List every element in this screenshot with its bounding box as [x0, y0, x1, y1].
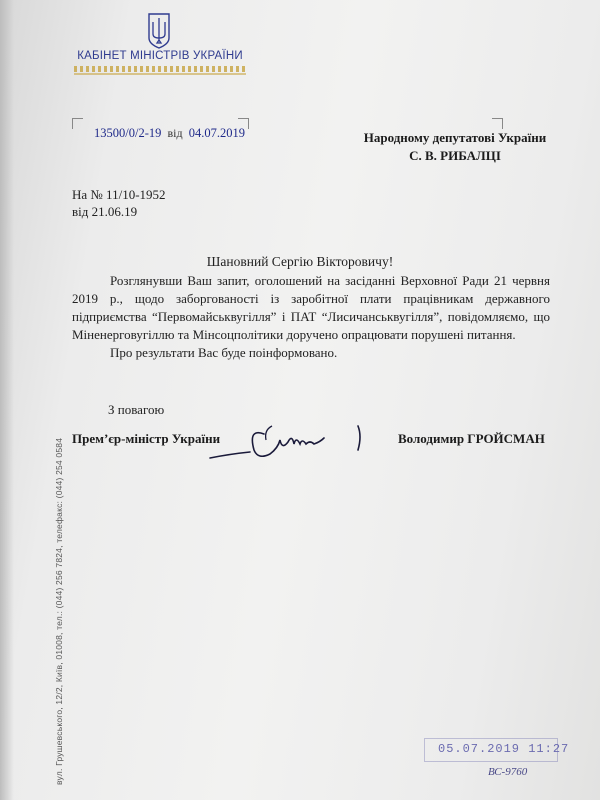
- closing-phrase: З повагою: [108, 402, 165, 417]
- registration-from-label: від: [167, 126, 183, 140]
- body-paragraph: Про результати Вас буде поінформовано.: [110, 345, 338, 360]
- footer-address: вул. Грушевського, 12/2, Київ, 01008, тел.: (044) 256 7824, телефакс: (044) 254 0584: [54, 437, 64, 785]
- reference-date: від 21.06.19: [72, 204, 138, 219]
- registration-date: 04.07.2019: [188, 126, 245, 140]
- registration-number: 13500/0/2-19: [94, 126, 162, 140]
- addressee-block: [340, 129, 570, 165]
- letterhead-ornament-line: [74, 73, 246, 75]
- salutation: Шановний Сергію Вікторовичу!: [206, 254, 394, 269]
- field-corner-mark: [72, 118, 83, 129]
- addressee-name: С. В. РИБАЛЦІ: [409, 148, 501, 163]
- signer-name: Володимир ГРОЙСМАН: [398, 431, 545, 446]
- reference-block: [72, 186, 166, 220]
- signer-title: Прем’єр-міністр України: [72, 431, 221, 446]
- field-corner-mark: [492, 118, 503, 129]
- stamp-date: 05.07.2019 11:27: [438, 742, 570, 756]
- stamp-number: ВС-9760: [488, 766, 528, 778]
- trident-emblem-icon: [146, 12, 172, 50]
- handwritten-signature-icon: [206, 412, 386, 472]
- body-paragraph: Розглянувши Ваш запит, оголошений на засіданні Верховної Ради 21 червня 2019 р., щодо заборгованості із заробітної плати працівникам державного підприємства “Первомайськвугілля” і ПАТ “Лисичанськвугілля”, повідомляємо, що Міненерговугіллю та Мінсоцполітики доручено опрацювати порушені питання.: [72, 273, 550, 342]
- receipt-stamp: [416, 720, 570, 790]
- reference-number: На № 11/10-1952: [72, 187, 166, 202]
- letterhead-ornament: [74, 66, 246, 72]
- addressee-title: Народному депутатові України: [363, 130, 547, 145]
- registration-line: [94, 126, 245, 141]
- letter-body: [72, 272, 550, 362]
- organization-name: КАБІНЕТ МІНІСТРІВ УКРАЇНИ: [77, 50, 243, 62]
- page-edge-shadow: [0, 0, 14, 800]
